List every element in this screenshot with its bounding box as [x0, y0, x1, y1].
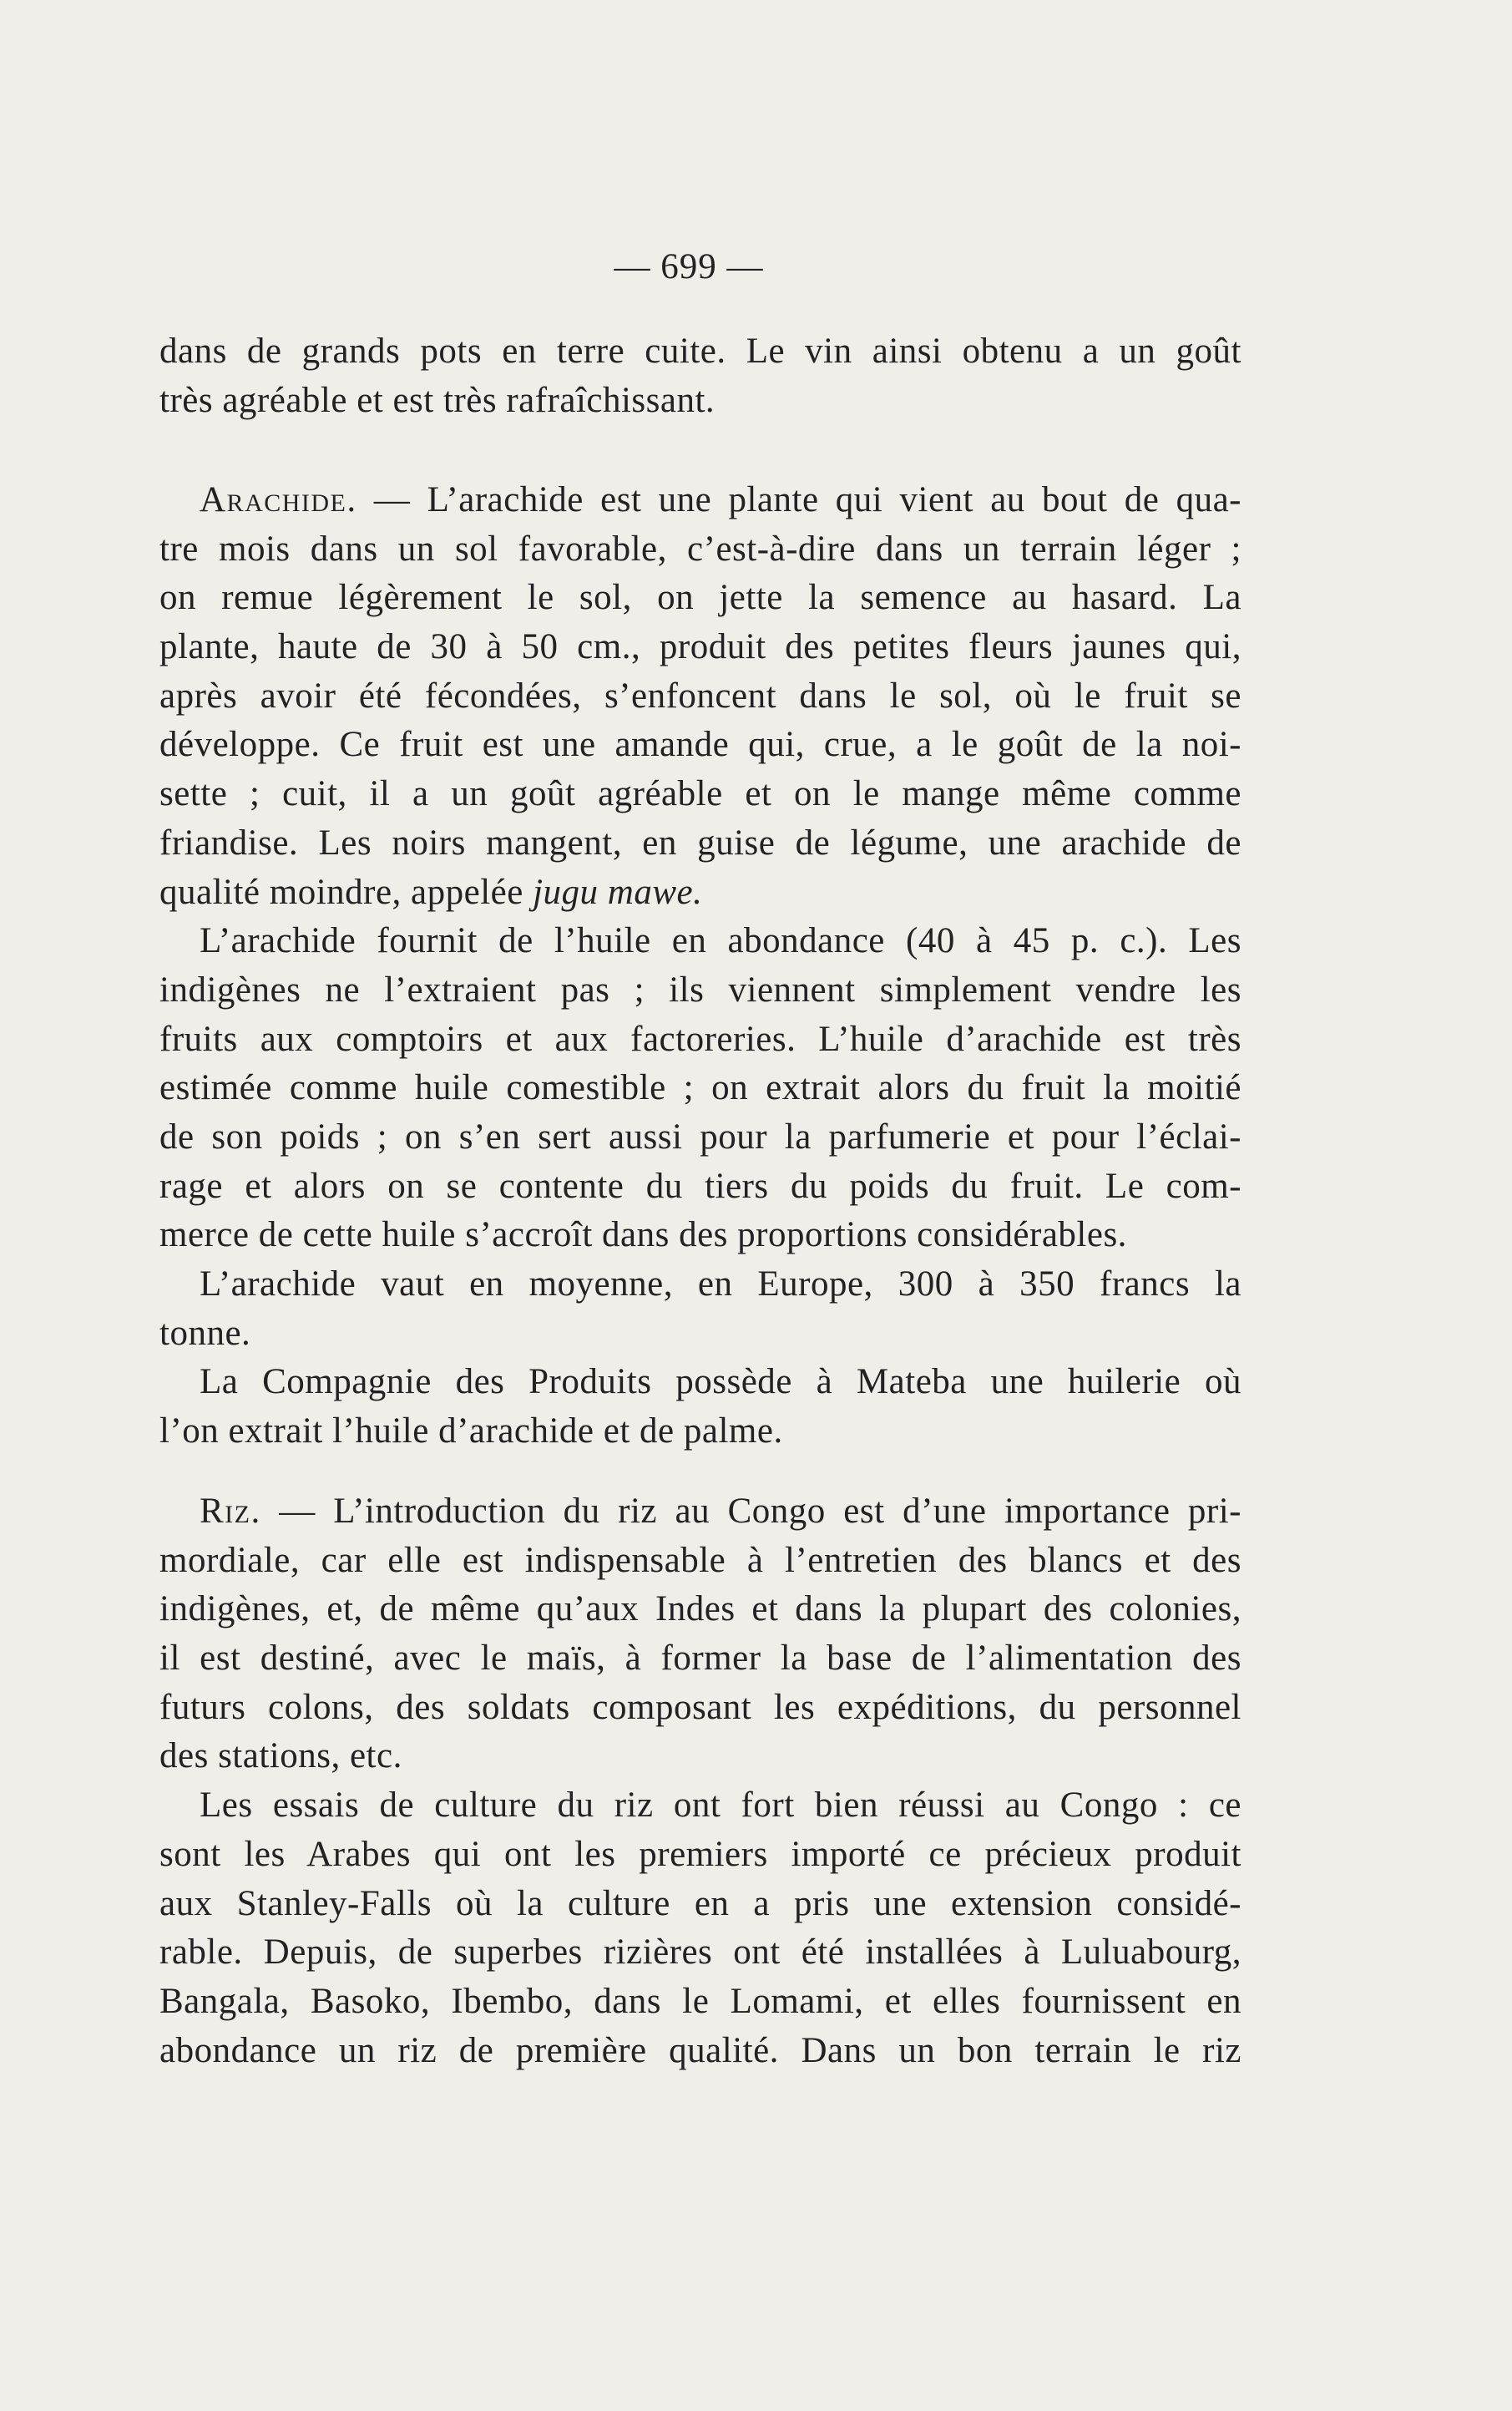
text-line: des stations, etc.	[159, 1736, 402, 1776]
text-line: tre mois dans un sol favorable, c’est-à-dire dans un terrain léger ;	[159, 529, 1241, 569]
text-line: L’arachide fournit de l’huile en abondance (40 à 45 p. c.). Les	[200, 921, 1241, 961]
text-line	[159, 476, 1241, 525]
text-line: développe. Ce fruit est une amande qui, crue, a le goût de la noi-	[159, 725, 1241, 765]
text-line	[159, 1487, 1241, 1537]
text-line: merce de cette huile s’accroît dans des proportions considérables.	[159, 1215, 1127, 1255]
paragraph-vin	[159, 327, 1241, 425]
text-line: Bangala, Basoko, Ibembo, dans le Lomami, et elles fournissent en	[159, 1981, 1241, 2021]
section-heading-riz: Riz.	[200, 1492, 261, 1531]
text-line: il est destiné, avec le maïs, à former la base de l’alimentation des	[159, 1639, 1241, 1679]
text-line: rage et alors on se contente du tiers du poids du fruit. Le com-	[159, 1166, 1241, 1206]
text-line: L’arachide vaut en moyenne, en Europe, 300 à 350 francs la	[200, 1264, 1241, 1304]
text-line: tonne.	[159, 1313, 251, 1353]
page-number: — 699 —	[614, 247, 764, 286]
text-line: aux Stanley-Falls où la culture en a pris une extension considé-	[159, 1883, 1241, 1923]
text-line	[159, 869, 1241, 918]
text-line: friandise. Les noirs mangent, en guise de légume, une arachide de	[159, 823, 1241, 863]
text-line: on remue légèrement le sol, on jette la semence au hasard. La	[159, 578, 1241, 618]
text-line: de son poids ; on s’en sert aussi pour la parfumerie et pour l’éclai-	[159, 1117, 1241, 1157]
text-span: qualité moindre, appelée	[159, 872, 523, 912]
text-line: rable. Depuis, de superbes rizières ont été installées à Luluabourg,	[159, 1932, 1241, 1973]
text-line: sont les Arabes qui ont les premiers importé ce précieux produit	[159, 1834, 1241, 1874]
text-line: l’on extrait l’huile d’arachide et de palme.	[159, 1411, 783, 1451]
text-line: mordiale, car elle est indispensable à l’entretien des blancs et des	[159, 1540, 1241, 1580]
section-heading-arachide: Arachide.	[200, 480, 357, 519]
text-line: abondance un riz de première qualité. Dans un bon terrain le riz	[159, 2030, 1241, 2070]
text-line: indigènes, et, de même qu’aux Indes et dans la plupart des colonies,	[159, 1589, 1241, 1629]
text-line: indigènes ne l’extraient pas ; ils viennent simplement vendre les	[159, 970, 1241, 1010]
text-line: estimée comme huile comestible ; on extrait alors du fruit la moitié	[159, 1068, 1241, 1108]
text-line: sette ; cuit, il a un goût agréable et on le mange même comme	[159, 774, 1241, 814]
text-line: Les essais de culture du riz ont fort bien réussi au Congo : ce	[200, 1785, 1241, 1826]
text-line: futurs colons, des soldats composant les expéditions, du personnel	[159, 1687, 1241, 1727]
text-line: La Compagnie des Produits possède à Mateba une huilerie où	[200, 1362, 1241, 1402]
section-riz	[159, 1487, 1241, 2075]
text-line: fruits aux comptoirs et aux factoreries. L’huile d’arachide est très	[159, 1019, 1241, 1059]
text-line: dans de grands pots en terre cuite. Le vin ainsi obtenu a un goût	[159, 332, 1241, 371]
text-line: plante, haute de 30 à 50 cm., produit des petites fleurs jaunes qui,	[159, 627, 1241, 667]
text-line: après avoir été fécondées, s’enfoncent dans le sol, où le fruit se	[159, 676, 1241, 716]
text-line: très agréable et est très rafraîchissant.	[159, 380, 716, 420]
text-span: — L’introduction du riz au Congo est d’une importance pri-	[279, 1492, 1241, 1531]
text-span: — L’arachide est une plante qui vient au bout de qua-	[373, 480, 1241, 519]
section-arachide	[159, 476, 1241, 1456]
italic-term: jugu mawe.	[533, 872, 703, 912]
